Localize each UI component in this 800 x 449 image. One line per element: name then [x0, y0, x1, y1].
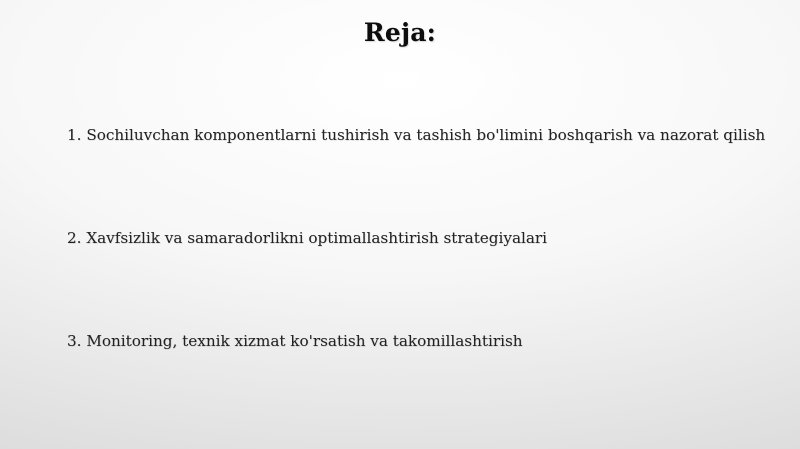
- plan-item-1: 1. Sochiluvchan komponentlarni tushirish va tashish bo'limini boshqarish va nazorat qilish: [67, 126, 766, 144]
- slide-title: Reja:: [363, 18, 437, 47]
- plan-item-3: 3. Monitoring, texnik xizmat ko'rsatish va takomillashtirish: [67, 332, 523, 350]
- plan-item-2: 2. Xavfsizlik va samaradorlikni optimallashtirish strategiyalari: [67, 229, 548, 247]
